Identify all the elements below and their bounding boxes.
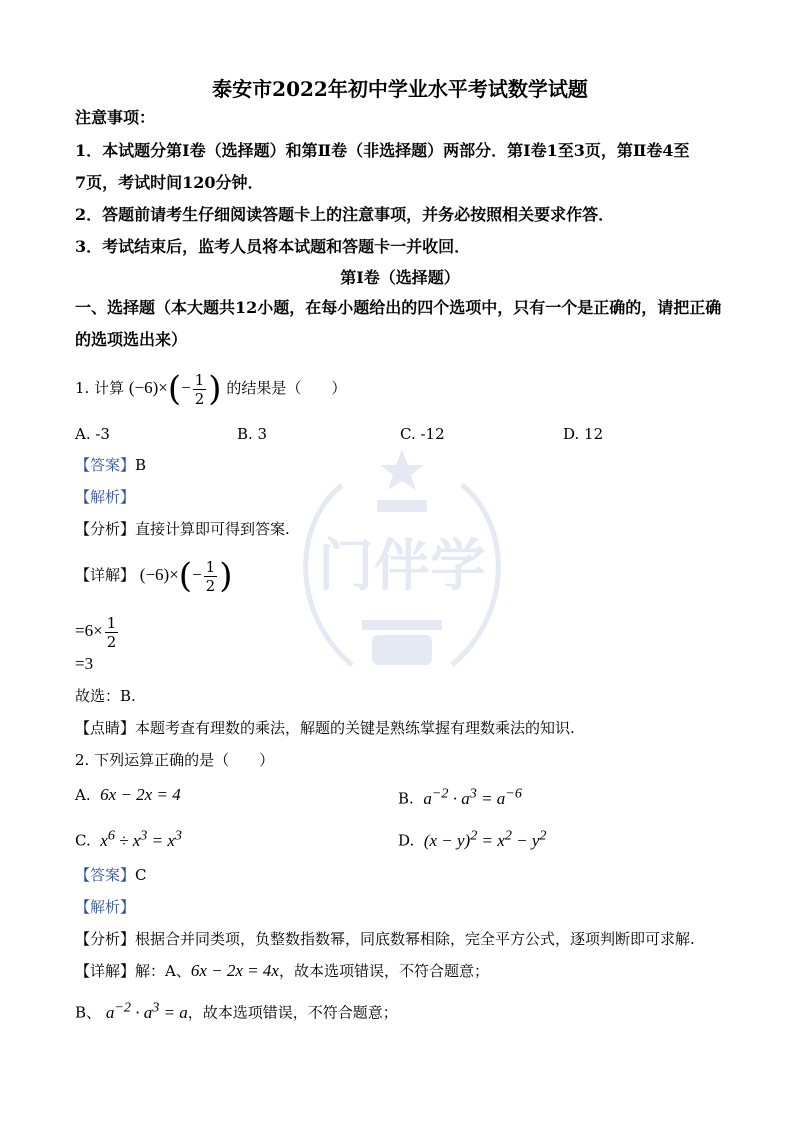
- q1-option-b: B. 3: [237, 425, 268, 443]
- q2-detail-a: 【详解】解：A、6x − 2x = 4x，故本选项错误，不符合题意；: [75, 961, 489, 980]
- q2-analysis-tag: 【解析】: [75, 898, 136, 916]
- q1-comment: 【点睛】本题考查有理数的乘法，解题的关键是熟练掌握有理数乘法的知识.: [75, 719, 575, 737]
- watermark-text: 门伴学: [318, 534, 486, 599]
- q2-answer: 【答案】C: [75, 866, 147, 884]
- watermark-logo: [282, 445, 522, 695]
- q2-detail-b: B、 $a^{-2} \cdot a^3 = a$，故本选项错误，不符合题意；: [75, 999, 398, 1022]
- section-instruction-b: 的选项选出来）: [75, 330, 188, 349]
- q1-fenxi: 【分析】直接计算即可得到答案.: [75, 520, 290, 538]
- q1-option-d: D. 12: [563, 425, 604, 443]
- q1-option-a: A. -3: [75, 425, 110, 443]
- page-title: 泰安市2022年初中学业水平考试数学试题: [212, 77, 588, 101]
- q2-option-b: B. $a^{-2} \cdot a^3 = a^{-6}$: [398, 785, 522, 808]
- q1-fraction: $\frac{1}{2}$: [194, 370, 205, 408]
- notice-item-1b: 7页，考试时间120分钟．: [75, 173, 264, 192]
- q1-suffix: 的结果是（ ）: [226, 379, 347, 397]
- notice-item-2: 2．答题前请考生仔细阅读答题卡上的注意事项，并务必按照相关要求作答．: [75, 205, 615, 224]
- q1-step-3: =3: [75, 654, 94, 673]
- notice-heading: 注意事项：: [75, 108, 156, 127]
- q2-option-a: A. 6x − 2x = 4: [75, 785, 181, 804]
- q1-step-2: =6× $\frac{1}{2}$: [75, 613, 117, 651]
- q1-expr-left: (−6)×: [128, 378, 168, 397]
- q2-fenxi: 【分析】根据合并同类项，负整数指数幂，同底数幂相除，完全平方公式，逐项判断即可求解.: [75, 930, 695, 948]
- q1-prefix: 1. 计算: [75, 379, 125, 397]
- section-instruction-a: 一、选择题（本大题共12小题，在每小题给出的四个选项中，只有一个是正确的，请把正确: [75, 298, 722, 317]
- q1-frac-sign: −: [181, 378, 191, 397]
- q2-option-d: D. $(x - y)^2 = x^2 - y^2$: [398, 827, 547, 850]
- q1-answer: 【答案】B: [75, 456, 147, 474]
- q1-stem: 1. 计算 (−6)×(− $\frac{1}{2}$ ) 的结果是（ ）: [75, 369, 347, 409]
- q2-option-c: C. $x^6 \div x^3 = x^3$: [75, 827, 182, 850]
- q1-choose: 故选：B.: [75, 687, 136, 705]
- q2-stem: 2. 下列运算正确的是（ ）: [75, 751, 275, 769]
- q1-analysis-tag: 【解析】: [75, 488, 136, 506]
- q1-detail: 【详解】 (−6)×(− $\frac{1}{2}$ ): [75, 556, 233, 596]
- notice-item-1a: 1．本试题分第Ⅰ卷（选择题）和第Ⅱ卷（非选择题）两部分．第Ⅰ卷1至3页，第Ⅱ卷4至: [75, 141, 690, 160]
- section-title: 第Ⅰ卷（选择题）: [340, 268, 460, 287]
- notice-item-3: 3．考试结束后，监考人员将本试题和答题卡一并收回．: [75, 237, 471, 256]
- q1-option-c: C. -12: [400, 425, 445, 443]
